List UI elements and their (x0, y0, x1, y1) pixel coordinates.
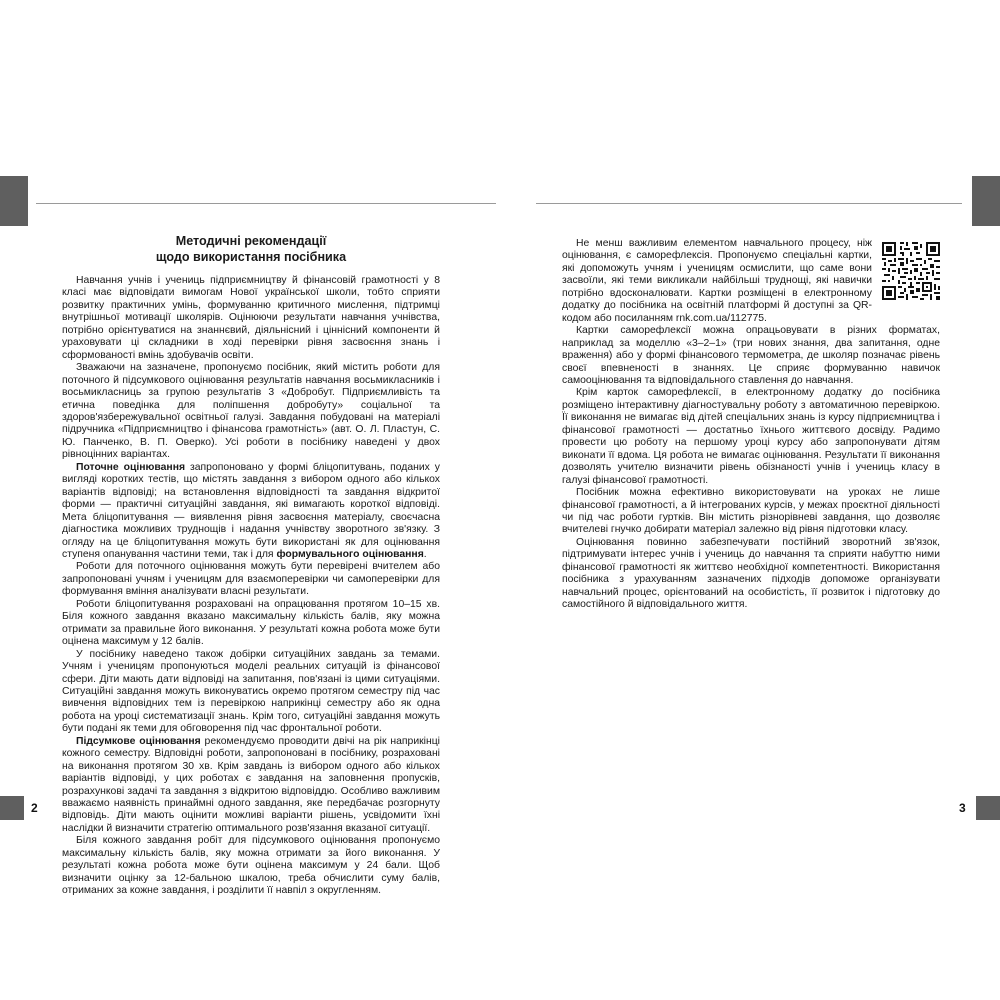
title-line-1: Методичні рекомендації (175, 234, 327, 248)
right-footer-tab (976, 796, 1000, 820)
term-final-assessment: Підсумкове оцінювання (76, 735, 201, 747)
term-formative-assessment: формувального оцінювання (276, 548, 424, 560)
page-number-left: 2 (31, 801, 38, 815)
right-header-tab (972, 176, 1000, 226)
left-footer-tab (0, 796, 24, 820)
paragraph-text: рекомендуємо проводити двічі на рік наприкінці кожного семестру. Відповідні роботи, запропоновані в посібнику, розраховані на виконання протягом 30 хв. Крім завдань із вибором одного або кількох варіантів відповіді, у цих роботах є завдання на заповнення пропусків, розрахункові задачі та завдання з відкритою відповіддю. Особливо важливим вважаємо наявність принаймні одного завдання, яке передбачає розгорнуту відповідь. Діти мають оцінити можливі варіанти рішень, усвідомити їхні наслідки й визначити стратегію оптимального розв'язання вказаної ситуації. (62, 735, 440, 834)
paragraph: Навчання учнів і учениць підприємництву й фінансовій грамотності у 8 класі має відповідати вимогам Нової української школи, тобто сприяти розвитку практичних умінь, формуванню критичного мислення, підтримці внутрішньої мотивації школярів. Оцінюючи результати навчання учнівства, потрібно орієнтуватися на знаннєвий, діяльнісний і ціннісний компоненти й ураховувати ці складники в ході перевірки рівня засвоєння знань і сформованості вмінь здобувачів освіти. (62, 275, 440, 361)
paragraph: Зважаючи на зазначене, пропонуємо посібник, який містить роботи для поточного й підсумкового оцінювання результатів навчання восьмикласників і восьмикласниць за групою результатів 3 «Добробут. Підприємливість та етична поведінка для поліпшення добробуту» соціальної та здоров'язбережувальної освітньої галузі. Завдання побудовані на матеріалі підручника «Підприємництво і фінансова грамотність» (авт. О. Л. Пластун, С. Ю. Панченко, В. П. Оверко). Усі роботи в посібнику наведені у двох рівноцінних варіантах. (62, 362, 440, 461)
paragraph: Біля кожного завдання робіт для підсумкового оцінювання пропонуємо максимальну кількість балів, яку можна отримати за його виконання. У результаті кожна робота може бути оцінена максимум у 24 бали. Щоб визначити оцінку за 12-бальною шкалою, треба обчислити суму балів, отриманих за кожне завдання, і розділити її навпіл з округленням. (62, 835, 440, 897)
title-line-2: щодо використання посібника (155, 250, 347, 264)
paragraph: Оцінювання повинно забезпечувати постійний зворотний зв'язок, підтримувати інтерес учнів і учениць до навчання та сприяти набуттю ними фінансової грамотності як життєво необхідної компетентності. Використання посібника з урахуванням зазначених підходів допоможе організувати навчальний процес, орієнтований на особистість, її розвиток і підготовку до самостійного й відповідального життя. (562, 536, 940, 611)
paragraph: Картки саморефлексії можна опрацьовувати в різних форматах, наприклад за моделлю «3–2–1» (три нових знання, два запитання, одне враження) або у формі фінансового термометра, де школяр позначає рівень своєї впевненості в знаннях. Це сприяє формуванню навичок самооцінювання та відповідального ставлення до навчання. (562, 325, 940, 386)
paragraph (62, 736, 440, 836)
paragraph: Посібник можна ефективно використовувати на уроках не лише фінансової грамотності, а й інтегрованих курсів, у межах проєктної діяльності чи під час роботи гуртків. Він містить різнорівневі завдання, що дозволяє вчителеві гнучко добирати матеріал залежно від рівня підготовки класу. (562, 487, 940, 536)
left-page-column (62, 233, 440, 898)
page-title (62, 233, 440, 265)
paragraph: Роботи бліцопитування розраховані на опрацювання протягом 10–15 хв. Біля кожного завдання вказано максимальну кількість балів, яку можна отримати за правильне його виконання. У результаті кожна робота може бути оцінена максимум у 12 балів. (62, 598, 440, 648)
left-header-rule (36, 203, 496, 204)
paragraph-end: . (423, 548, 427, 560)
paragraph: Крім карток саморефлексії, в електронному додатку до посібника розміщено інтерактивну діагностувальну роботу з автоматичною перевіркою. Її виконання не вимагає від дітей спеціальних знань із курсу підприємництва і фінансової грамотності — достатньо їхнього життєвого досвіду. Радимо провести цю роботу на першому уроці курсу або запропонувати дітям виконати її вдома. Ця робота не вимагає оцінювання. Результати її виконання дозволять учителю визначити рівень обізнаності учнів і учениць класу в галузі фінансової грамотності. (562, 387, 940, 486)
term-current-assessment: Поточне оцінювання (76, 461, 186, 473)
paragraph: Роботи для поточного оцінювання можуть бути перевірені вчителем або запропоновані учням і ученицям для взаємоперевірки чи самоперевірки для формування вміння аналізувати власні результати. (62, 561, 440, 598)
qr-code[interactable] (882, 242, 940, 300)
left-header-tab (0, 176, 28, 226)
paragraph (62, 462, 440, 562)
paragraph: Не менш важливим елементом навчального процесу, ніж оцінювання, є саморефлексія. Пропонуємо спеціальні картки, які допоможуть учням і ученицям осмислити, що саме вони засвоїли, які теми викликали найбільші труднощі, які навички потрібно вдосконалювати. Картки розміщені в електронному додатку до посібника на освітній платформі й доступні за QR-кодом або посиланням rnk.com.ua/112775. (562, 238, 872, 324)
right-page-column (562, 238, 940, 612)
paragraph-text: запропоновано у формі бліцопитувань, поданих у вигляді коротких тестів, що містять завдання з вибором одного або кількох варіантів відповіді; на встановлення відповідності та завдання відкритої форми — практичні ситуаційні завдання, які вимагають короткої відповіді. Мета бліцопитування — виявлення рівня засвоєння матеріалу, своєчасна діагностика можливих труднощів і надання учнівству зворотного зв'язку. З огляду на це бліцопитування можуть бути використані як для оцінювання ступеня опанування частини теми, так і для (62, 461, 440, 560)
paragraph: У посібнику наведено також добірки ситуаційних завдань за темами. Учням і ученицям пропонуються моделі реальних ситуацій із фінансової сфери. Діти мають дати відповіді на запитання, пов'язані із цими ситуаціями. Ситуаційні завдання можуть виконуватись окремо протягом семестру під час вивчення відповідних тем із перевіркою наприкінці семестру або як одна робота на уроці систематизації знань. Крім того, ситуаційні завдання можуть бути подані як теми для обговорення під час фронтальної роботи. (62, 648, 440, 735)
right-header-rule (536, 203, 962, 204)
page-number-right: 3 (959, 801, 966, 815)
